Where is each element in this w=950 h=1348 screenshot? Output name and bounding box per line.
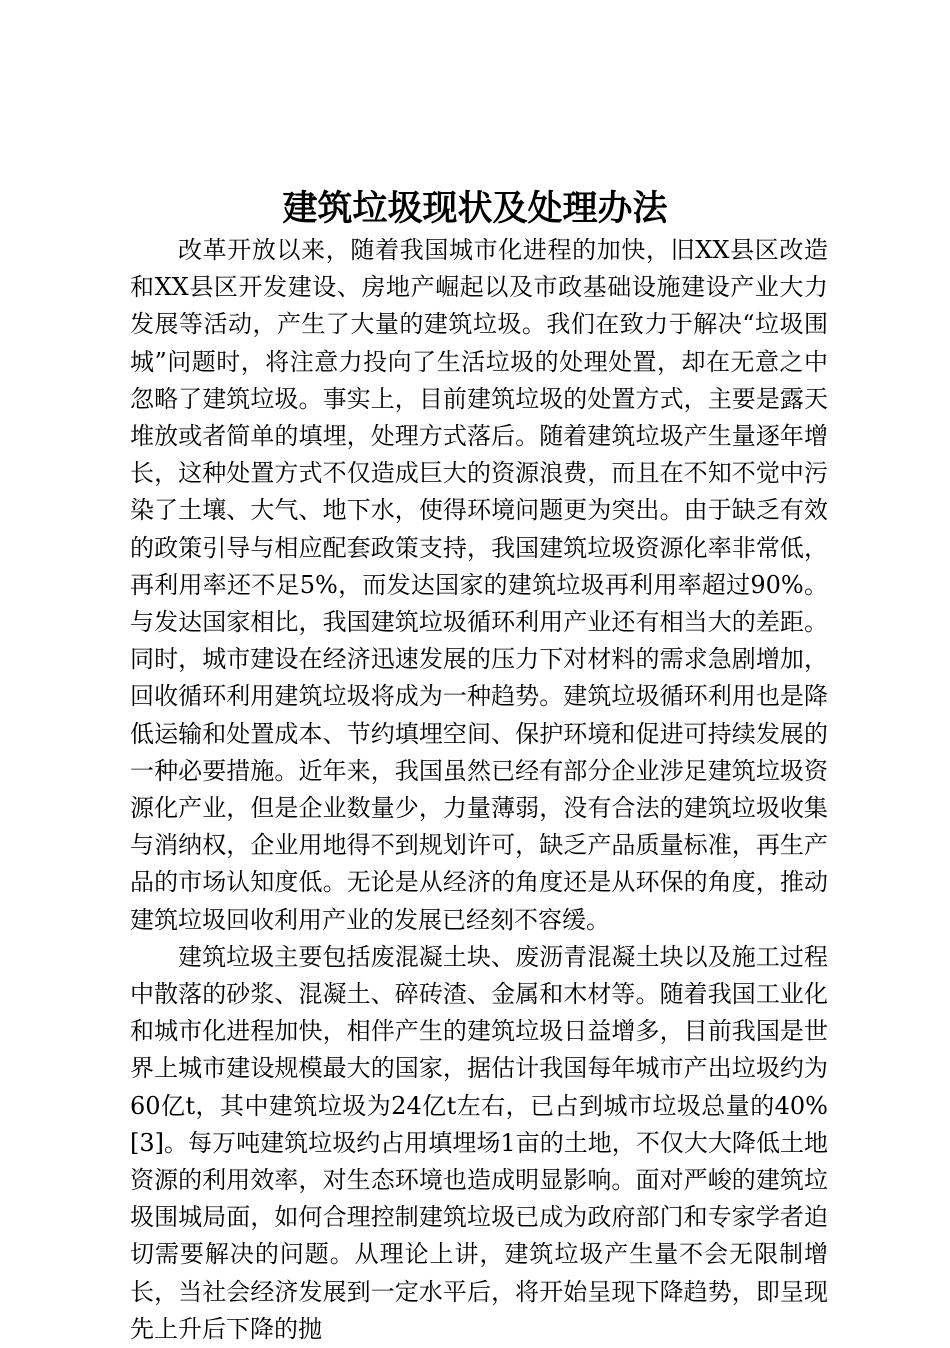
document-title: 建筑垃圾现状及处理办法 xyxy=(282,188,668,229)
paragraph-2: 建筑垃圾主要包括废混凝土块、废沥青混凝土块以及施工过程中散落的砂浆、混凝土、碎砖渣、金属和木材等。随着我国工业化和城市化进程加快，相伴产生的建筑垃圾日益增多，目前我国是世界上城市建设规模最大的国家，据估计我国每年城市产出垃圾约为60亿t，其中建筑垃圾为24亿t左右，已占到城市垃圾总量的40%[3]。每万吨建筑垃圾约占用填埋场1亩的土地，不仅大大降低土地资源的利用效率，对生态环境也造成明显影响。面对严峻的建筑垃圾围城局面，如何合理控制建筑垃圾已成为政府部门和专家学者迫切需要解决的问题。从理论上讲，建筑垃圾产生量不会无限制增长，当社会经济发展到一定水平后，将开始呈现下降趋势，即呈现先上升后下降的抛 xyxy=(130,942,828,1343)
document-body xyxy=(130,232,828,1348)
paragraph-1: 改革开放以来，随着我国城市化进程的加快，旧XX县区改造和XX县区开发建设、房地产崛起以及市政基础设施建设产业大力发展等活动，产生了大量的建筑垃圾。我们在致力于解决“垃圾围城”问题时，将注意力投向了生活垃圾的处理处置，却在无意之中忽略了建筑垃圾。事实上，目前建筑垃圾的处置方式，主要是露天堆放或者简单的填埋，处理方式落后。随着建筑垃圾产生量逐年增长，这种处置方式不仅造成巨大的资源浪费，而且在不知不觉中污染了土壤、大气、地下水，使得环境问题更为突出。由于缺乏有效的政策引导与相应配套政策支持，我国建筑垃圾资源化率非常低，再利用率还不足5%，而发达国家的建筑垃圾再利用率超过90%。与发达国家相比，我国建筑垃圾循环利用产业还有相当大的差距。同时，城市建设在经济迅速发展的压力下对材料的需求急剧增加，回收循环利用建筑垃圾将成为一种趋势。建筑垃圾循环利用也是降低运输和处置成本、节约填埋空间、保护环境和促进可持续发展的一种必要措施。近年来，我国虽然已经有部分企业涉足建筑垃圾资源化产业，但是企业数量少，力量薄弱，没有合法的建筑垃圾收集与消纳权，企业用地得不到规划许可，缺乏产品质量标准，再生产品的市场认知度低。无论是从经济的角度还是从环保的角度，推动建筑垃圾回收利用产业的发展已经刻不容缓。 xyxy=(130,236,828,934)
